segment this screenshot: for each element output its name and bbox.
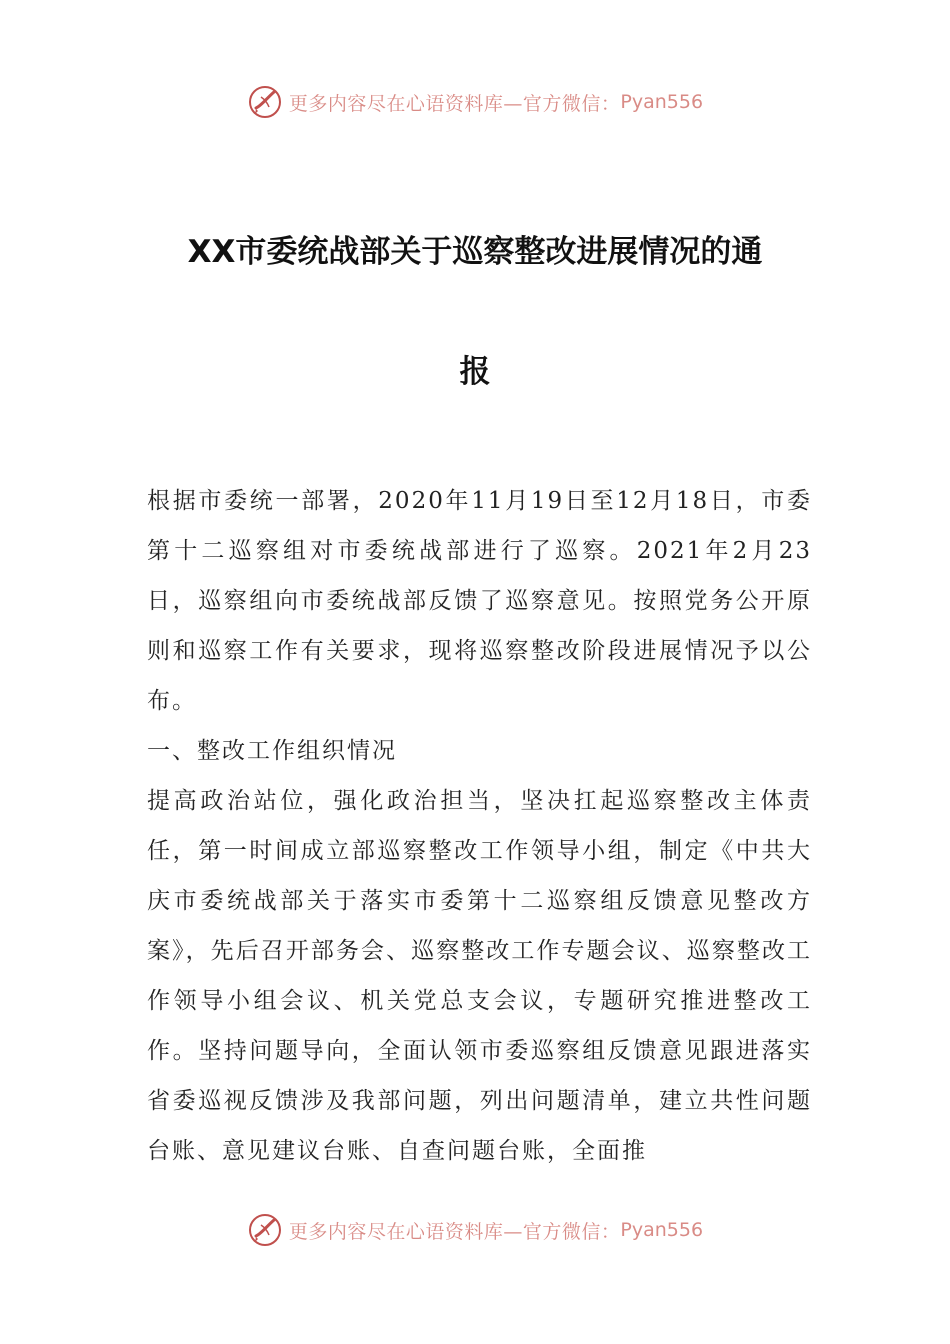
watermark-text: 更多内容尽在心语资料库—官方微信：: [288, 92, 621, 115]
watermark-text: 更多内容尽在心语资料库—官方微信：: [288, 1220, 621, 1243]
pen-circle-icon: [247, 1212, 283, 1248]
paragraph-intro: 根据市委统一部署，2020年11月19日至12月18日，市委第十二巡察组对市委统战部进行了巡察。2021年2月23日，巡察组向市委统战部反馈了巡察意见。按照党务公开原则和巡察工作有关要求，现将巡察整改阶段进展情况予以公布。: [147, 488, 812, 714]
section-heading: 一、整改工作组织情况: [147, 738, 397, 764]
watermark-footer: [0, 1210, 950, 1250]
paragraph-rectification: 提高政治站位，强化政治担当，坚决扛起巡察整改主体责任，第一时间成立部巡察整改工作领导小组，制定《中共大庆市委统战部关于落实市委第十二巡察组反馈意见整改方案》，先后召开部务会、巡察整改工作专题会议、巡察整改工作领导小组会议、机关党总支会议，专题研究推进整改工作。坚持问题导向，全面认领市委巡察组反馈意见跟进落实省委巡视反馈涉及我部问题，列出问题清单，建立共性问题台账、意见建议台账、自查问题台账，全面推: [147, 788, 812, 1164]
watermark-wechat-id: Pyan556: [620, 1219, 704, 1241]
document-title: XX市委统战部关于巡察整改进展情况的通: [187, 234, 763, 270]
pen-circle-icon: [247, 84, 283, 120]
watermark-header: [0, 82, 950, 122]
watermark-wechat-id: Pyan556: [620, 91, 704, 113]
document-body: [147, 476, 812, 1176]
document-title-continued: 报: [459, 354, 491, 390]
